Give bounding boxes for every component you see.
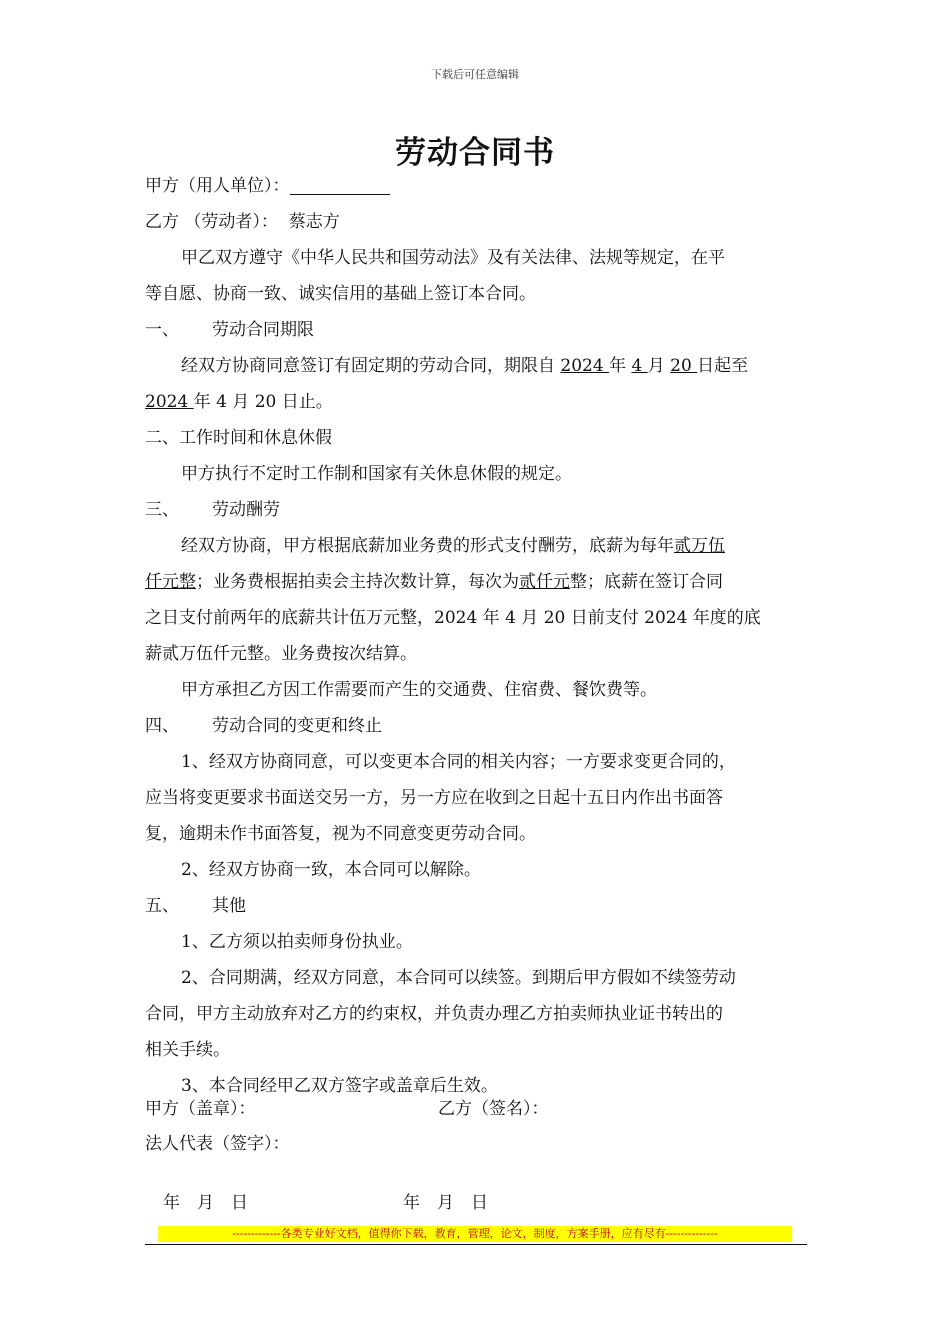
salary-amount-part-1: 贰万伍 xyxy=(674,536,725,556)
section-4-line-2: 应当将变更要求书面送交另一方，另一方应在收到之日起十五日内作出书面答 xyxy=(145,788,723,808)
legal-rep-sign-label: 法人代表（签字）： xyxy=(145,1134,290,1154)
start-year: 2024 xyxy=(560,356,610,376)
section-1-line-1 xyxy=(145,348,807,384)
party-b-label: 乙方 （劳动者）： xyxy=(145,212,278,232)
party-a-date: 年 月 日 xyxy=(163,1193,248,1213)
section-5-line-4: 相关手续。 xyxy=(145,1040,230,1060)
salary-amount-part-2: 仟元整 xyxy=(145,572,196,592)
section-5-title: 其他 xyxy=(212,896,246,916)
month-unit: 月 xyxy=(647,356,671,376)
section-3-line-4: 薪贰万伍仟元整。业务费按次结算。 xyxy=(145,644,417,664)
section-5-line-3: 合同，甲方主动放弃对乙方的约束权，并负责办理乙方拍卖师执业证书转出的 xyxy=(145,1004,723,1024)
party-b-sign-label: 乙方（签名）： xyxy=(438,1099,549,1119)
section-5-line-1: 1、乙方须以拍卖师身份执业。 xyxy=(181,932,413,952)
start-month: 4 xyxy=(631,356,648,376)
section-3-line-3: 之日支付前两年的底薪共计伍万元整，2024 年 4 月 20 日前支付 2024 年度的底 xyxy=(145,608,761,628)
party-a-label: 甲方（用人单位）： xyxy=(145,176,290,196)
section-3-line-1 xyxy=(145,528,807,564)
section-5-line-5: 3、本合同经甲乙双方签字或盖章后生效。 xyxy=(181,1076,498,1096)
footer-banner: -------------各类专业好文档，值得你下载，教育，管理，论文，制度，方案手册，应有尽有-------------- xyxy=(158,1226,792,1242)
party-b-date: 年 月 日 xyxy=(403,1193,488,1213)
section-4-line-3: 复，逾期未作书面答复，视为不同意变更劳动合同。 xyxy=(145,824,536,844)
end-date-text: 年 4 月 20 日止。 xyxy=(193,392,333,412)
section-4-line-4: 2、经双方协商一致，本合同可以解除。 xyxy=(181,860,481,880)
section-4-heading xyxy=(145,708,807,744)
section-2-heading: 二、工作时间和休息休假 xyxy=(145,428,332,448)
section-4-number: 四、 xyxy=(145,716,179,736)
party-a-blank xyxy=(290,174,390,195)
section-4-title: 劳动合同的变更和终止 xyxy=(212,716,382,736)
intro-line-1: 甲乙双方遵守《中华人民共和国劳动法》及有关法律、法规等规定，在平 xyxy=(181,248,725,268)
section-5-heading xyxy=(145,888,807,924)
term-text: 经双方协商同意签订有固定期的劳动合同，期限自 xyxy=(181,356,561,376)
section-1-line-2 xyxy=(145,384,807,420)
section-3-heading xyxy=(145,492,807,528)
section-3-title: 劳动酬劳 xyxy=(212,500,280,520)
fee-amount: 贰仟元 xyxy=(519,572,570,592)
fee-text: ；业务费根据拍卖会主持次数计算，每次为 xyxy=(196,572,519,592)
section-4-line-1: 1、经双方协商同意，可以变更本合同的相关内容；一方要求变更合同的， xyxy=(181,752,736,772)
section-3-line-2 xyxy=(145,564,807,600)
party-b-line xyxy=(145,204,807,240)
section-5-number: 五、 xyxy=(145,896,179,916)
contract-body xyxy=(145,168,807,1104)
section-1-number: 一、 xyxy=(145,320,179,340)
end-year: 2024 xyxy=(145,392,194,412)
year-unit: 年 xyxy=(609,356,632,376)
start-day: 20 xyxy=(670,356,698,376)
footer-divider xyxy=(145,1244,807,1245)
party-b-name: 蔡志方 xyxy=(288,212,340,232)
document-title: 劳动合同书 xyxy=(395,135,555,171)
party-a-seal-label: 甲方（盖章）： xyxy=(145,1099,256,1119)
section-5-line-2: 2、合同期满，经双方同意，本合同可以续签。到期后甲方假如不续签劳动 xyxy=(181,968,736,988)
section-3-line-5: 甲方承担乙方因工作需要而产生的交通费、住宿费、餐饮费等。 xyxy=(181,680,657,700)
day-unit: 日起至 xyxy=(697,356,749,376)
section-3-number: 三、 xyxy=(145,500,179,520)
section-1-title: 劳动合同期限 xyxy=(212,320,314,340)
section-2-body: 甲方执行不定时工作制和国家有关休息休假的规定。 xyxy=(181,464,572,484)
header-note: 下载后可任意编辑 xyxy=(431,68,519,81)
intro-line-2: 等自愿、协商一致、诚实信用的基础上签订本合同。 xyxy=(145,284,536,304)
party-a-line xyxy=(145,168,807,204)
salary-text: 经双方协商，甲方根据底薪加业务费的形式支付酬劳，底薪为每年 xyxy=(181,536,674,556)
payment-text: 整；底薪在签订合同 xyxy=(570,572,723,592)
section-1-heading xyxy=(145,312,807,348)
